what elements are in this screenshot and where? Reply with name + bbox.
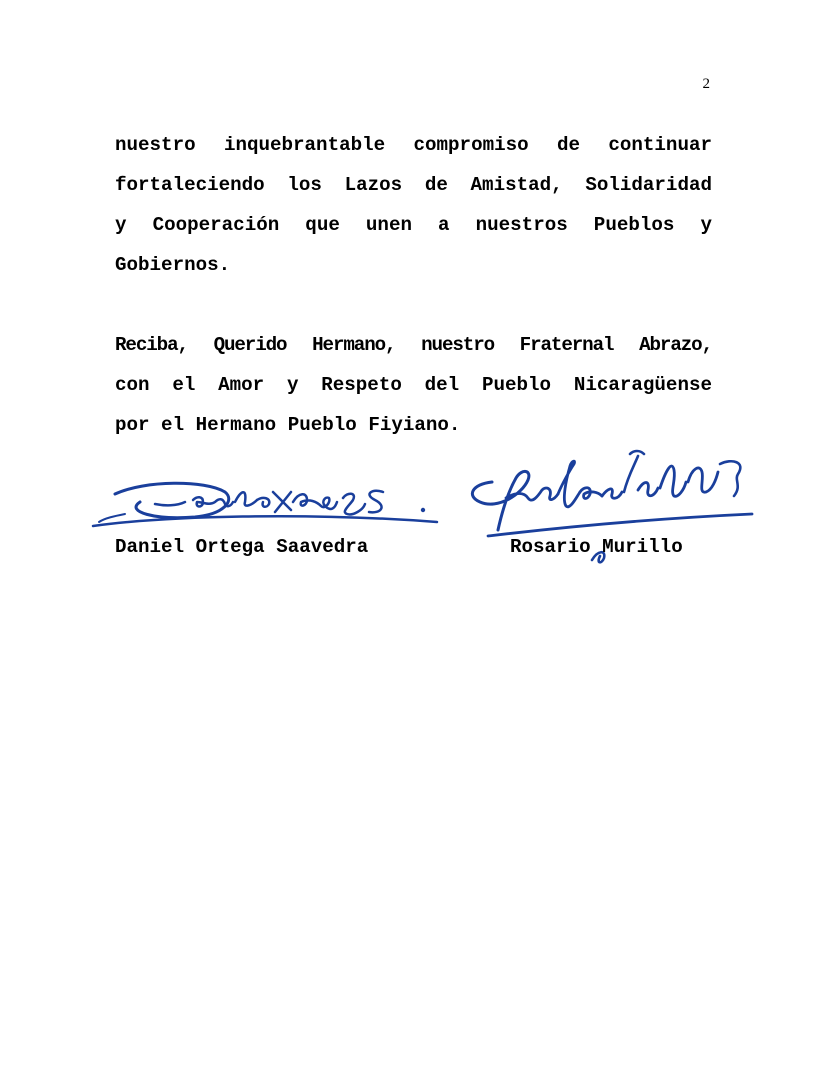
signature-rosario-murillo [462,440,762,580]
paragraph-line: con el Amor y Respeto del Pueblo Nicaragüense [115,374,712,396]
paragraph-line: por el Hermano Pueblo Fiyiano. [115,414,461,436]
signature-daniel-ortega [85,462,445,534]
paragraph-closing [115,325,712,445]
paragraph-line: Gobiernos. [115,254,231,276]
paragraph-line: Reciba, Querido Hermano, nuestro Fraternal Abrazo, [115,334,712,356]
signatory-name-left: Daniel Ortega Saavedra [115,536,369,558]
paragraph-commitment [115,125,712,285]
page-number: 2 [702,76,710,92]
paragraph-line: fortaleciendo los Lazos de Amistad, Solidaridad [115,174,712,196]
paragraph-line: y Cooperación que unen a nuestros Pueblos y [115,214,712,236]
signatory-name-right: Rosario Murillo [510,536,683,558]
paragraph-line: nuestro inquebrantable compromiso de continuar [115,134,712,156]
